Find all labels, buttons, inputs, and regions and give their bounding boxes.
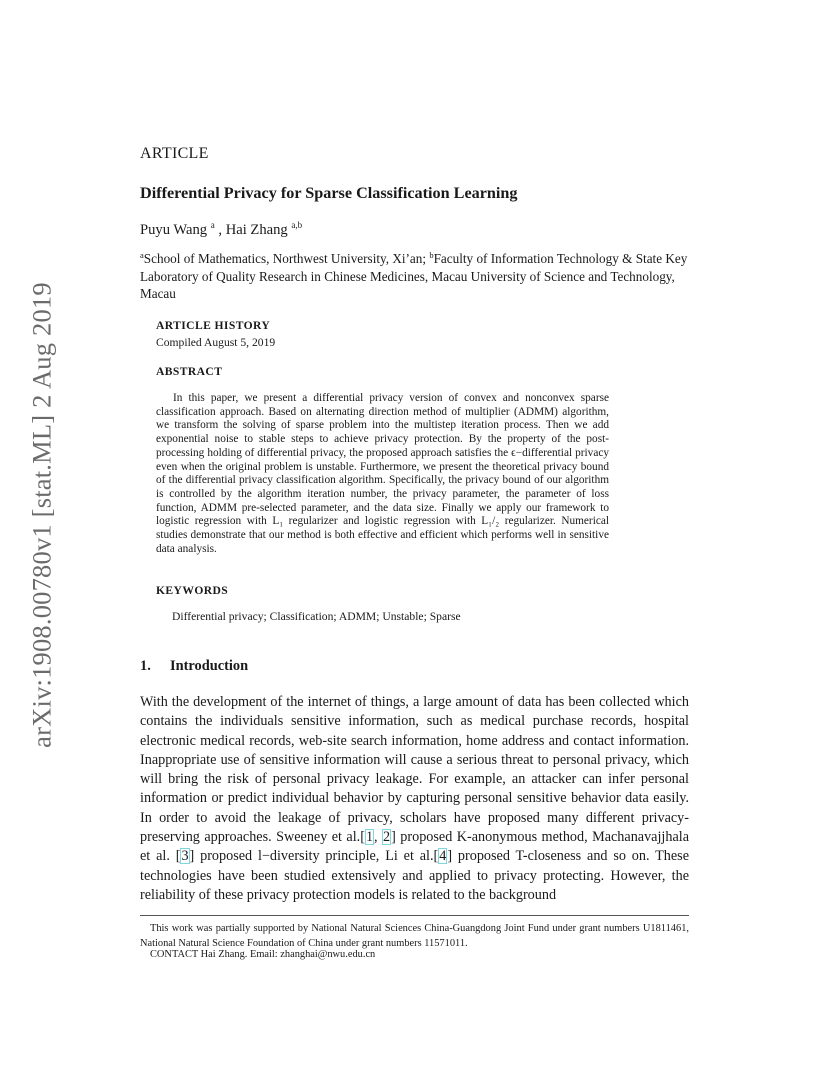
compiled-date: Compiled August 5, 2019 <box>156 336 276 349</box>
author-list <box>140 220 302 239</box>
funding-footnote: This work was partially supported by National Natural Sciences China-Guangdong Joint Fund under grant numbers U1811461, National Natural Science Foundation of China under grant numbers 11571011. <box>140 923 689 949</box>
author-affiliation-mark: a,b <box>291 220 303 230</box>
citation-bracket: ] <box>391 829 396 846</box>
citation-bracket: [ <box>175 848 181 865</box>
article-type-label: ARTICLE <box>140 145 209 162</box>
citation-bracket: [ <box>433 848 439 865</box>
intro-text: proposed T-closeness and so on. These technologies have been studied extensively and applied to privacy protecting. However, the reliability of these privacy protection models is related to the background <box>140 848 689 903</box>
affiliation-b: Faculty of Information Technology & State Key Laboratory of Quality Research in Chinese Medicines, Macau University of Science and Technology, Macau <box>140 251 688 301</box>
keywords-list: Differential privacy; Classification; ADMM; Unstable; Sparse <box>172 610 461 623</box>
citation-bracket: ] <box>189 848 195 865</box>
author-name: Puyu Wang <box>140 222 208 238</box>
citation-link[interactable]: 2 <box>383 829 391 846</box>
section-number: 1. <box>140 658 151 674</box>
paper-title: Differential Privacy for Sparse Classification Learning <box>140 184 518 202</box>
citation-comma: , <box>374 829 383 846</box>
citation-link[interactable]: 1 <box>365 829 374 846</box>
arxiv-id-text: arXiv:1908.00780v1 [stat.ML] 2 Aug 2019 <box>26 282 57 748</box>
intro-text: proposed K-anonymous method, Machanavajjhala et al. <box>140 829 689 865</box>
article-history-heading: ARTICLE HISTORY <box>156 319 271 332</box>
abstract-body: In this paper, we present a differential privacy version of convex and nonconvex sparse classification approach. Based on alternating direction method of multiplier (ADMM) algorithm, we transform the solving of sparse problem into the multistep iteration process. Then we add exponential noise to stable steps to achieve privacy protection. By the property of the post-processing holding of differential privacy, the proposed approach satisfies the ϵ−differential privacy even when the original problem is unstable. Furthermore, we present the theoretical privacy bound of the differential privacy classification algorithm. Specifically, the privacy bound of our algorithm is controlled by the algorithm iteration number, the privacy parameter, the parameter of loss function, ADMM pre-selected parameter, and the data size. Finally we apply our framework to logistic regression with L₁ regularizer and logistic regression with L₁/₂ regularizer. Numerical studies demonstrate that our method is both effective and efficient which performs well in sensitive data analysis. <box>156 392 609 555</box>
abstract-heading: ABSTRACT <box>156 365 223 378</box>
section-title: Introduction <box>170 658 249 674</box>
section-heading <box>140 658 248 675</box>
affiliations <box>140 247 700 303</box>
contact-footnote: CONTACT Hai Zhang. Email: zhanghai@nwu.edu.cn <box>150 949 376 960</box>
citation-link[interactable]: 4 <box>439 848 447 865</box>
citation-bracket: ] <box>447 848 453 865</box>
affiliation-mark-b: b <box>429 250 434 260</box>
affiliation-mark-a: a <box>140 250 144 260</box>
keywords-heading: KEYWORDS <box>156 584 229 597</box>
footnote-rule <box>140 915 689 916</box>
intro-text: proposed l−diversity principle, Li et al. <box>194 848 434 865</box>
affiliation-a: School of Mathematics, Northwest University, Xi’an; <box>143 251 430 266</box>
author-affiliation-mark: a <box>210 220 215 230</box>
citation-bracket: [ <box>360 829 365 846</box>
intro-text: With the development of the internet of things, a large amount of data has been collected which contains the individuals sensitive information, such as medical purchase records, hospital electronic medical records, web-site search information, home address and contact information. Inappropriate use of sensitive information will cause a serious threat to personal privacy, which will bring the risk of personal privacy leakage. For example, an attacker can infer personal information or predict individual behavior by capturing personal sensitive behavior data easily. In order to avoid the leakage of privacy, scholars have proposed many different privacy-preserving approaches. Sweeney et al. <box>140 694 689 846</box>
author-name: Hai Zhang <box>225 222 288 238</box>
introduction-paragraph <box>140 693 689 905</box>
citation-link[interactable]: 3 <box>181 848 189 865</box>
author-separator: , <box>218 222 226 238</box>
